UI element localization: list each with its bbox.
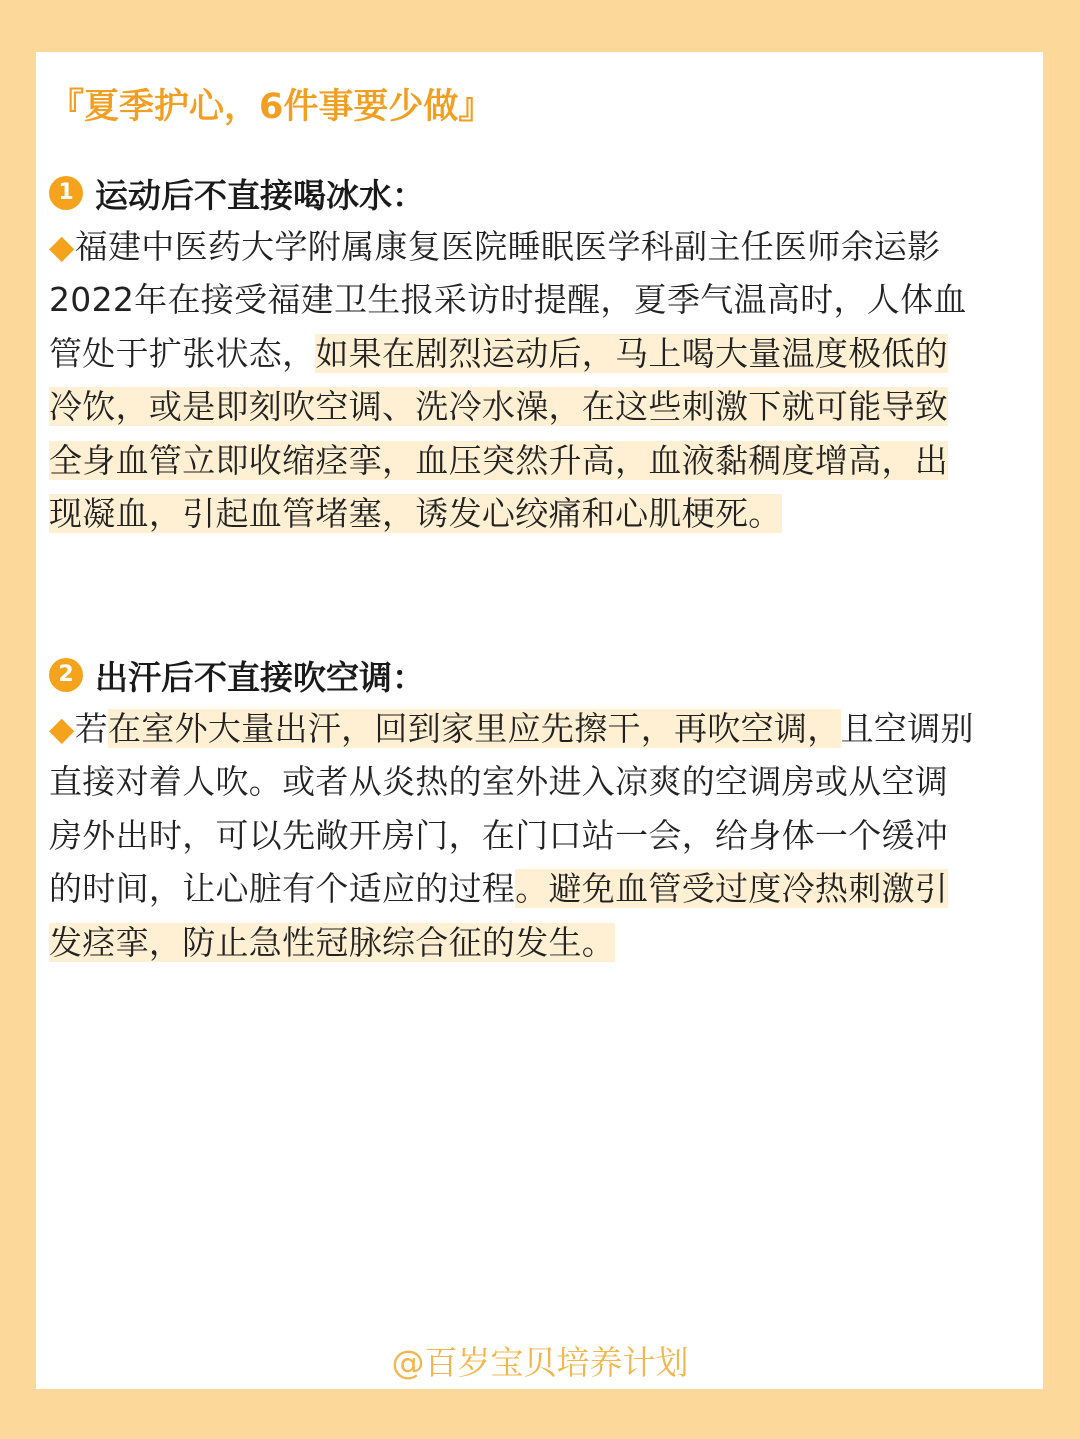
number-2-badge: 2 xyxy=(49,658,83,692)
section-1-heading xyxy=(49,166,979,220)
section-1-body xyxy=(49,220,979,540)
section-1 xyxy=(49,166,979,540)
section-1-text: 福建中医药大学附属康复医院睡眠医学科副主任医师余运影2022年在接受福建卫生报采访时提醒，夏季气温高时，人体血管处于扩张状态， xyxy=(49,227,967,373)
section-2-body xyxy=(49,702,979,969)
section-1-heading-text: 运动后不直接喝冰水： xyxy=(95,175,425,215)
page-title: 『夏季护心，6件事要少做』 xyxy=(49,87,494,127)
section-2 xyxy=(49,648,979,969)
section-2-text: 且空调别直接对着人吹。或者从炎热的室外进入凉爽的空调房或从空调房外出时，可以先敞开房门，在门口站一会，给身体一个缓冲的时间，让心脏有个适应的过程 xyxy=(49,709,974,909)
diamond-bullet-icon: ◆ xyxy=(49,709,75,748)
number-1-badge: 1 xyxy=(49,176,83,210)
section-2-highlight-2: 。避免血管受过度冷热刺激引发痉挛，防止急性冠脉综合征的发生。 xyxy=(49,869,949,962)
author-watermark: @百岁宝贝培养计划 xyxy=(391,1343,689,1382)
section-2-heading xyxy=(49,648,979,702)
section-1-highlight: 如果在剧烈运动后，马上喝大量温度极低的冷饮，或是即刻吹空调、洗冷水澡，在这些刺激下就可能导致全身血管立即收缩痉挛，血压突然升高，血液黏稠度增高，出现凝血，引起血管堵塞，诱发心绞痛和心肌梗死。 xyxy=(49,333,949,534)
section-2-heading-text: 出汗后不直接吹空调： xyxy=(95,657,425,697)
section-2-highlight-1: 在室外大量出汗，回到家里应先擦干，再吹空调， xyxy=(108,709,841,748)
section-2-lead: 若 xyxy=(74,709,108,748)
diamond-bullet-icon: ◆ xyxy=(49,227,75,266)
